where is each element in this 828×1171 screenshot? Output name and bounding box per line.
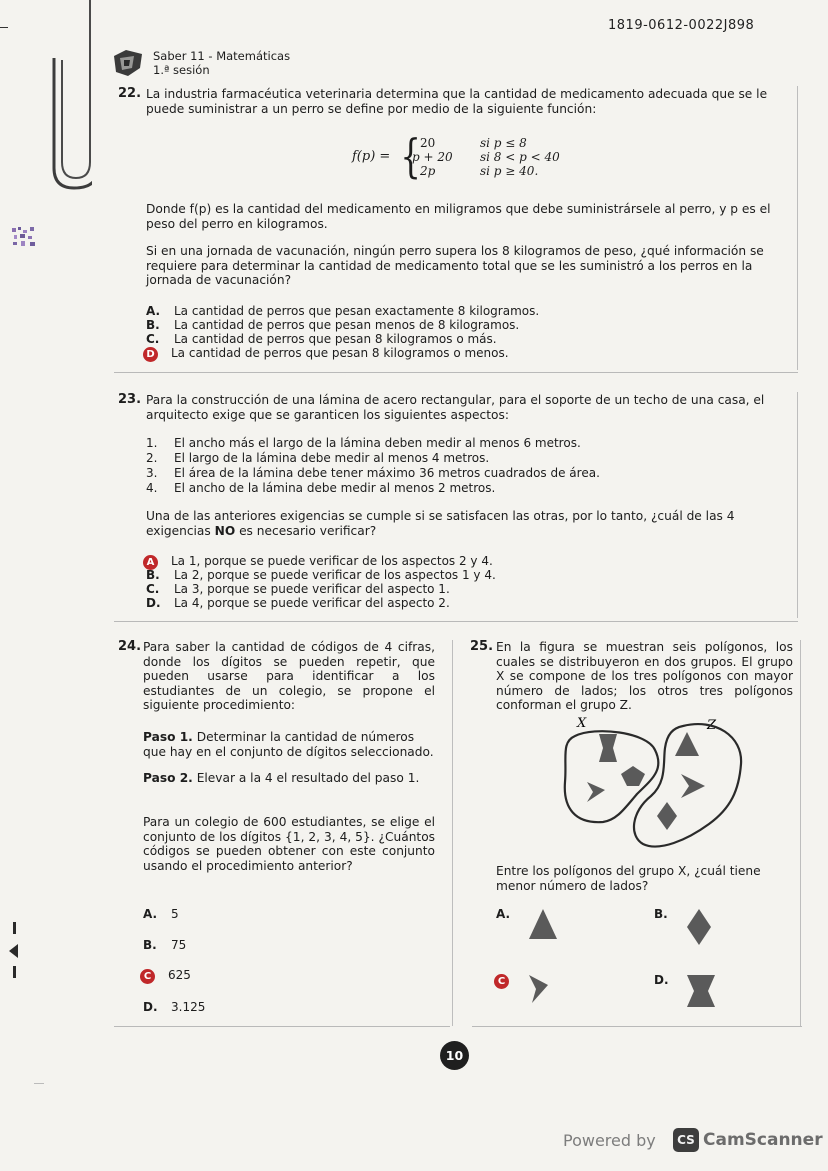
header-session: 1.ª sesión xyxy=(153,63,210,77)
q22-question: Si en una jornada de vacunación, ningún perro supera los 8 kilogramos de peso, ¿qué información se requiere para determinar la cantidad de medicamento total que se les suministró a los perros en la jornada de vacunación? xyxy=(146,244,764,287)
option-text: La 2, porque se puede verificar de los aspectos 1 y 4. xyxy=(174,568,496,582)
q23-number: 23. xyxy=(118,392,142,407)
q23-aspect-2 xyxy=(146,451,489,465)
question-emphasis: NO xyxy=(214,523,236,538)
group-z-label: Z xyxy=(707,718,717,733)
aspect-number: 4. xyxy=(146,481,158,495)
paper-clip-icon xyxy=(40,0,92,200)
bowtie-hexagon-icon xyxy=(686,973,716,1009)
q24-option-d[interactable] xyxy=(143,1000,205,1014)
camscanner-watermark xyxy=(563,1124,823,1158)
step-label: Paso 1. xyxy=(143,730,193,744)
function-lhs: f(p) = xyxy=(352,149,391,164)
q24-option-c[interactable] xyxy=(140,968,191,984)
q23-option-b[interactable] xyxy=(146,568,496,582)
selected-answer-mark: C xyxy=(494,974,509,989)
aspect-number: 3. xyxy=(146,466,158,480)
page-number: 10 xyxy=(440,1041,469,1070)
question-part-a: Una de las anteriores exigencias se cumple si se satisfacen las otras, por lo tanto, ¿cuál de las 4 exigencias xyxy=(146,509,735,538)
q24-step-2 xyxy=(143,771,435,786)
aspect-number: 2. xyxy=(146,451,158,465)
q22-option-c[interactable] xyxy=(146,332,497,346)
step-text: Elevar a la 4 el resultado del paso 1. xyxy=(196,771,420,785)
option-letter: C. xyxy=(146,582,160,596)
concave-quad-icon xyxy=(526,973,550,1005)
aspect-number: 1. xyxy=(146,436,158,450)
option-text: La cantidad de perros que pesan exactamente 8 kilogramos. xyxy=(174,304,540,318)
triangle-icon xyxy=(528,907,558,941)
question-part-b: es necesario verificar? xyxy=(239,523,377,538)
margin-bar xyxy=(13,922,16,934)
q25-right-rule xyxy=(800,640,801,1026)
divider-q22 xyxy=(114,372,798,373)
q25-number: 25. xyxy=(470,639,494,654)
bottom-left-dash xyxy=(34,1083,44,1084)
case-expr-2: p + 20 xyxy=(412,150,453,164)
q22-function xyxy=(352,129,612,183)
case-expr-3: 2p xyxy=(420,164,436,178)
option-letter: D. xyxy=(654,973,669,987)
arrowhead-icon xyxy=(681,774,705,798)
option-text: La cantidad de perros que pesan 8 kilogramos o menos. xyxy=(171,346,509,360)
margin-bar xyxy=(13,966,16,978)
q22-definition: Donde f(p) es la cantidad del medicamento en miligramos que debe suministrársele al perro, y p es el peso del perro en kilogramos. xyxy=(146,202,771,231)
corner-dash xyxy=(0,27,8,28)
selected-answer-mark: D xyxy=(143,347,158,362)
q23-aspect-3 xyxy=(146,466,600,480)
aspect-text: El ancho más el largo de la lámina deben medir al menos 6 metros. xyxy=(174,436,581,450)
q24-number: 24. xyxy=(118,639,142,654)
q24-text: Para saber la cantidad de códigos de 4 cifras, donde los dígitos se pueden repetir, que pueden usarse para identificar a los estudiantes de un colegio, se propone el siguiente procedimiento: xyxy=(143,640,435,712)
q23-right-rule xyxy=(797,392,798,618)
option-letter: B. xyxy=(143,938,157,952)
q23-aspect-1 xyxy=(146,436,581,450)
step-text: Determinar la cantidad de números que hay en el conjunto de dígitos seleccionado. xyxy=(143,730,434,759)
option-letter: C. xyxy=(146,332,160,346)
case-cond-3: si p ≥ 40. xyxy=(480,164,539,178)
q24-option-a[interactable] xyxy=(143,907,179,921)
q24-question: Para un colegio de 600 estudiantes, se elige el conjunto de los dígitos {1, 2, 3, 4, 5}. ¿Cuántos códigos se pueden obtener con este conjunto usando el procedimiento anterior? xyxy=(143,815,435,873)
q25-option-b[interactable] xyxy=(654,907,712,947)
option-letter: B. xyxy=(146,568,160,582)
case-cond-1: si p ≤ 8 xyxy=(480,136,527,150)
document-code: 1819-0612-0022J898 xyxy=(608,18,755,33)
step-label: Paso 2. xyxy=(143,771,193,785)
option-letter: B. xyxy=(146,318,160,332)
q25-polygon-figure xyxy=(555,712,780,864)
option-text: La 1, porque se puede verificar de los aspectos 2 y 4. xyxy=(171,554,493,568)
q23-text: Para la construcción de una lámina de acero rectangular, para el soporte de un techo de una casa, el arquitecto exige que se garanticen los siguientes aspectos: xyxy=(146,393,765,422)
function-brace: { xyxy=(400,129,421,183)
bowtie-hexagon-icon xyxy=(599,734,617,762)
q23-option-c[interactable] xyxy=(146,582,450,596)
selected-answer-mark: C xyxy=(140,969,155,984)
option-letter: D. xyxy=(143,1000,158,1014)
option-letter: D. xyxy=(146,596,161,610)
aspect-text: El área de la lámina debe tener máximo 36 metros cuadrados de área. xyxy=(174,466,600,480)
margin-arrow-icon xyxy=(9,944,18,958)
option-letter: A. xyxy=(496,907,511,921)
triangle-icon xyxy=(675,732,699,756)
concave-quad-icon xyxy=(587,782,605,802)
q24-step-1 xyxy=(143,730,435,759)
case-cond-2: si 8 < p < 40 xyxy=(480,150,560,164)
column-divider xyxy=(452,640,453,1026)
q22-option-d[interactable] xyxy=(143,346,509,362)
q25-option-d[interactable] xyxy=(654,973,716,1009)
rhombus-icon xyxy=(686,907,712,947)
q22-right-rule xyxy=(797,86,798,370)
camscanner-logo-icon: CS xyxy=(673,1128,699,1152)
icfes-logo-icon xyxy=(112,48,144,78)
pentagon-icon xyxy=(621,766,645,786)
selected-answer-mark: A xyxy=(143,555,158,570)
q23-question xyxy=(146,509,794,538)
option-letter: A. xyxy=(143,907,158,921)
q25-question: Entre los polígonos del grupo X, ¿cuál tiene menor número de lados? xyxy=(496,864,761,893)
case-expr-1: 20 xyxy=(420,136,436,150)
q23-aspect-4 xyxy=(146,481,495,495)
q22-text: La industria farmacéutica veterinaria determina que la cantidad de medicamento adecuada que se le puede suministrar a un perro se define por medio de la siguiente función: xyxy=(146,87,768,116)
camscanner-brand: CamScanner xyxy=(703,1130,823,1150)
powered-by-text: Powered by xyxy=(563,1131,656,1150)
aspect-text: El largo de la lámina debe medir al menos 4 metros. xyxy=(174,451,490,465)
divider-q24 xyxy=(114,1026,450,1027)
divider-q25 xyxy=(472,1026,802,1027)
option-text: 5 xyxy=(171,907,179,921)
option-text: 3.125 xyxy=(171,1000,206,1014)
q25-option-a[interactable] xyxy=(496,907,558,941)
q22-number: 22. xyxy=(118,86,142,101)
header-subject: Saber 11 - Matemáticas xyxy=(153,49,291,63)
option-text: 75 xyxy=(171,938,187,952)
qr-smudge-icon xyxy=(10,225,38,249)
option-letter: A. xyxy=(146,304,161,318)
q22-option-a[interactable] xyxy=(146,304,539,318)
option-text: La cantidad de perros que pesan menos de 8 kilogramos. xyxy=(174,318,520,332)
q25-option-c[interactable] xyxy=(494,973,550,1005)
rhombus-icon xyxy=(657,802,677,830)
q23-option-d[interactable] xyxy=(146,596,450,610)
option-text: La 4, porque se puede verificar del aspecto 2. xyxy=(174,596,450,610)
option-text: La 3, porque se puede verificar del aspecto 1. xyxy=(174,582,450,596)
q24-option-b[interactable] xyxy=(143,938,186,952)
divider-q23 xyxy=(114,621,798,622)
q22-option-b[interactable] xyxy=(146,318,519,332)
aspect-text: El ancho de la lámina debe medir al menos 2 metros. xyxy=(174,481,496,495)
q25-text: En la figura se muestran seis polígonos, los cuales se distribuyeron en dos grupos. El grupo X se compone de los tres polígonos con mayor número de lados; los otros tres polígonos conforman el grupo Z. xyxy=(496,640,793,712)
option-text: 625 xyxy=(168,968,191,982)
group-x-label: X xyxy=(577,716,587,731)
option-text: La cantidad de perros que pesan 8 kilogramos o más. xyxy=(174,332,497,346)
option-letter: B. xyxy=(654,907,668,921)
